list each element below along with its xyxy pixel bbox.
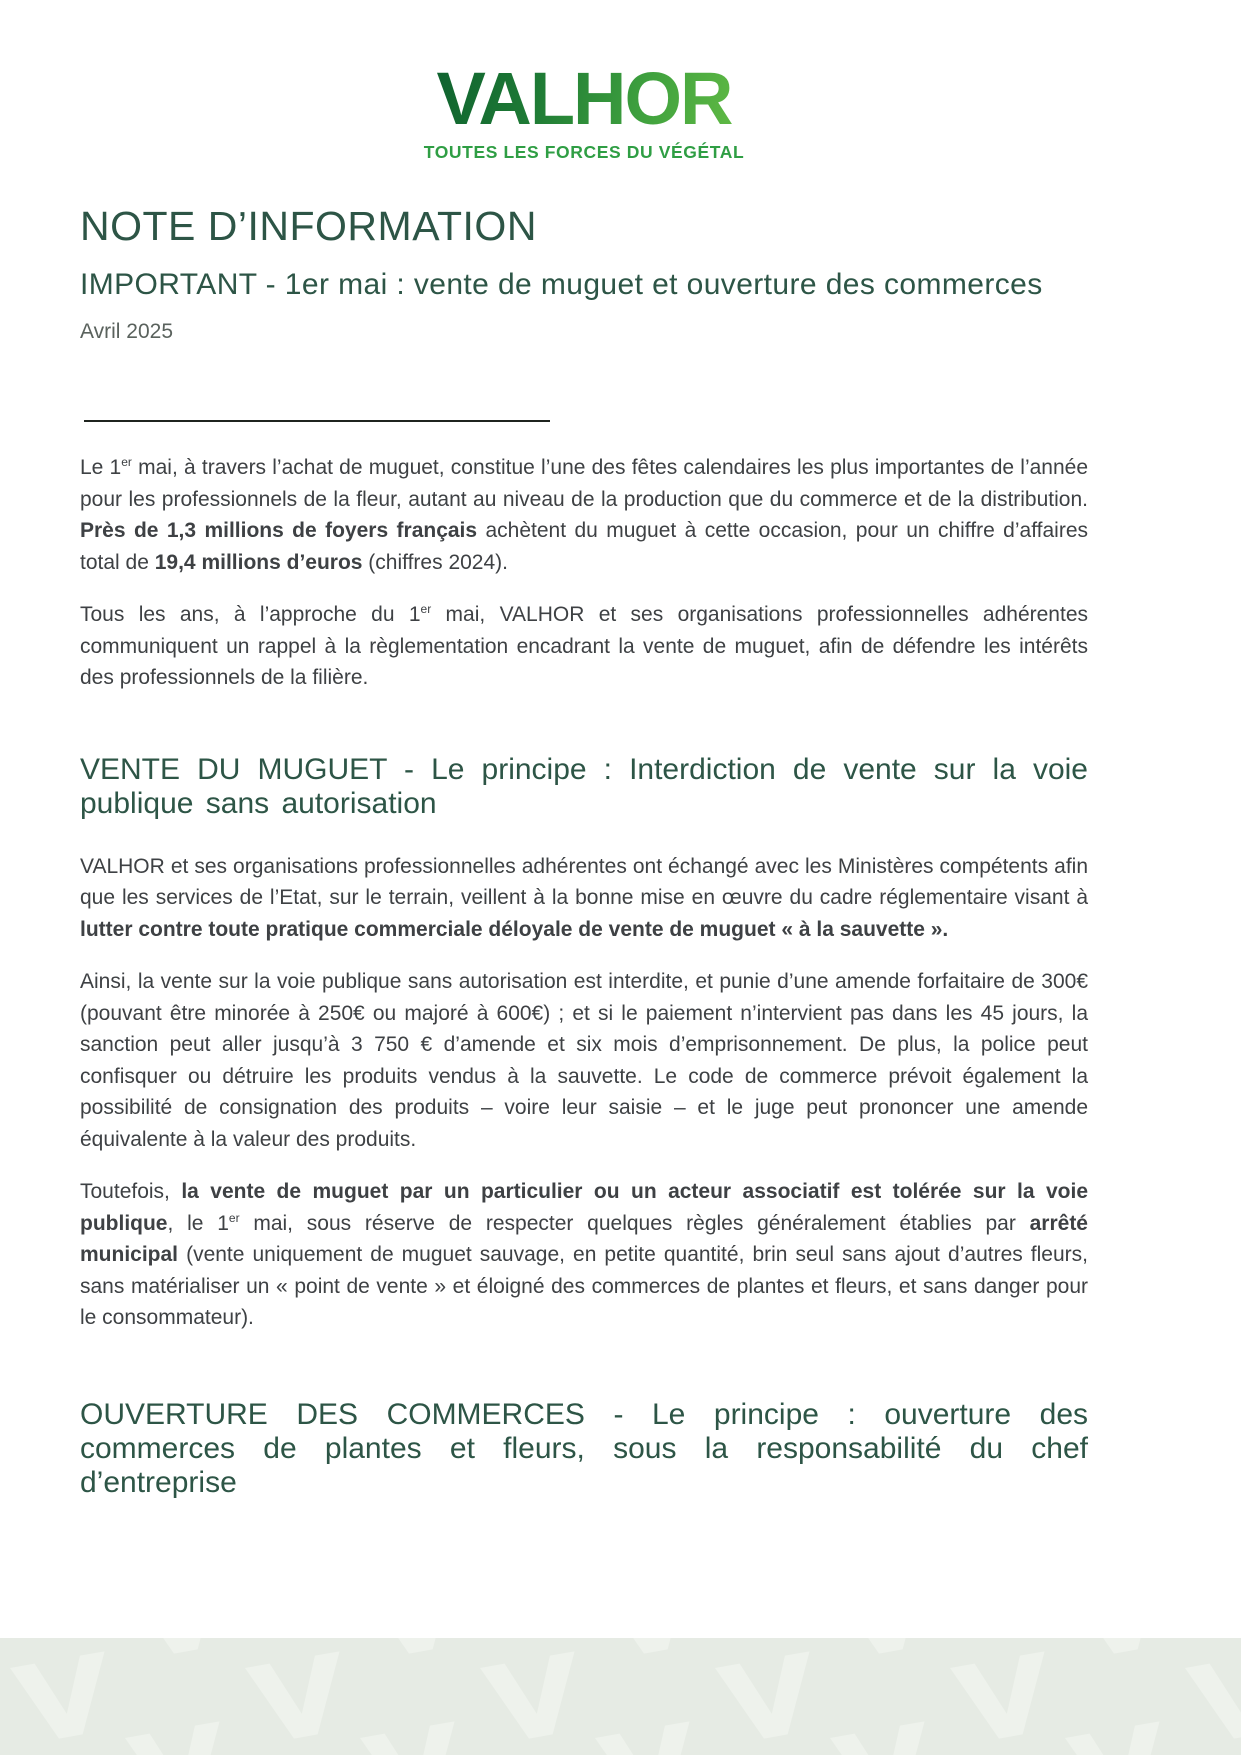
- text-run: Toutefois,: [80, 1180, 182, 1204]
- text-run: (vente uniquement de muguet sauvage, en petite quantité, brin seul sans ajout d’autres fleurs, sans matérialiser un « point de vente » et éloigné des commerces de plantes et fleurs, et sans danger pour le consommateur).: [80, 1243, 1088, 1330]
- text-run: VALHOR et ses organisations professionnelles adhérentes ont échangé avec les Ministères compétents afin que les services de l’Etat, sur le terrain, veillent à la bonne mise en œuvre du cadre réglementaire visant à: [80, 854, 1088, 910]
- text-run: Le 1: [80, 456, 122, 480]
- valhor-logo: [423, 57, 745, 163]
- document-date: Avril 2025: [80, 320, 174, 344]
- paragraph-annual-reminder: [80, 599, 1088, 694]
- ordinal-superscript: er: [121, 455, 132, 470]
- bold-run: Près de 1,3 millions de foyers français: [80, 519, 478, 543]
- section-heading-vente-muguet: VENTE DU MUGUET - Le principe : Interdiction de vente sur la voie publique sans autorisation: [80, 752, 1088, 820]
- bold-run: arrêté municipal: [80, 1211, 1088, 1267]
- section-heading-ouverture-commerces: OUVERTURE DES COMMERCES - Le principe : ouverture des commerces de plantes et fleurs, sous la responsabilité du chef d’entreprise: [80, 1397, 1088, 1499]
- text-run: Tous les ans, à l’approche du 1: [80, 603, 421, 627]
- paragraph-tolerance: [80, 1176, 1088, 1334]
- bold-run: la vente de muguet par un particulier ou un acteur associatif est tolérée sur la voie publique: [80, 1180, 1088, 1235]
- chevron-watermark-pattern: [0, 1638, 1241, 1755]
- page-subtitle: IMPORTANT - 1er mai : vente de muguet et ouverture des commerces: [80, 268, 1043, 302]
- paragraph-ministries: [80, 851, 1088, 946]
- divider-line: [84, 420, 550, 422]
- valhor-wordmark: VALHOR: [424, 62, 745, 136]
- text-run: (chiffres 2024).: [362, 550, 508, 574]
- valhor-tagline: TOUTES LES FORCES DU VÉGÉTAL: [423, 142, 745, 162]
- footer-watermark-band: [0, 1638, 1241, 1755]
- paragraph-sanctions: [80, 966, 1088, 1155]
- bold-run: lutter contre toute pratique commerciale déloyale de vente de muguet « à la sauvette ».: [80, 917, 949, 941]
- text-run: Ainsi, la vente sur la voie publique sans autorisation est interdite, et punie d’une amende forfaitaire de 300€ (pouvant être minorée à 250€ ou majoré à 600€) ; et si le paiement n’intervient pas dans les 45 jours, la sanction peut aller jusqu’à 3 750 € d’amende et six mois d’emprisonnement. De plus, la police peut confisquer ou détruire les produits vendus à la sauvette. Le code de commerce prévoit également la possibilité de consignation des produits – voire leur saisie – et le juge peut prononcer une amende équivalente à la valeur des produits.: [80, 970, 1088, 1151]
- paragraph-intro: [80, 452, 1088, 578]
- bold-run: 19,4 millions d’euros: [154, 550, 363, 574]
- chevron-watermark-tiles: [0, 1638, 1241, 1755]
- page-title: NOTE D’INFORMATION: [80, 203, 537, 249]
- text-run: mai, sous réserve de respecter quelques règles généralement établies par: [239, 1211, 1030, 1235]
- text-run: mai, VALHOR et ses organisations professionnelles adhérentes communiquent un rappel à la règlementation encadrant la vente de muguet, afin de défendre les intérêts des professionnels de la filière.: [80, 603, 1088, 690]
- text-run: mai, à travers l’achat de muguet, constitue l’une des fêtes calendaires les plus importantes de l’année pour les professionnels de la fleur, autant au niveau de la production que du commerce et de la distribution.: [80, 456, 1089, 511]
- ordinal-superscript: er: [228, 1210, 240, 1225]
- document-content: [80, 205, 1088, 1500]
- text-run: , le 1: [167, 1211, 229, 1235]
- text-run: achètent du muguet à cette occasion, pour un chiffre d’affaires total de: [80, 519, 1089, 574]
- ordinal-superscript: er: [420, 602, 432, 617]
